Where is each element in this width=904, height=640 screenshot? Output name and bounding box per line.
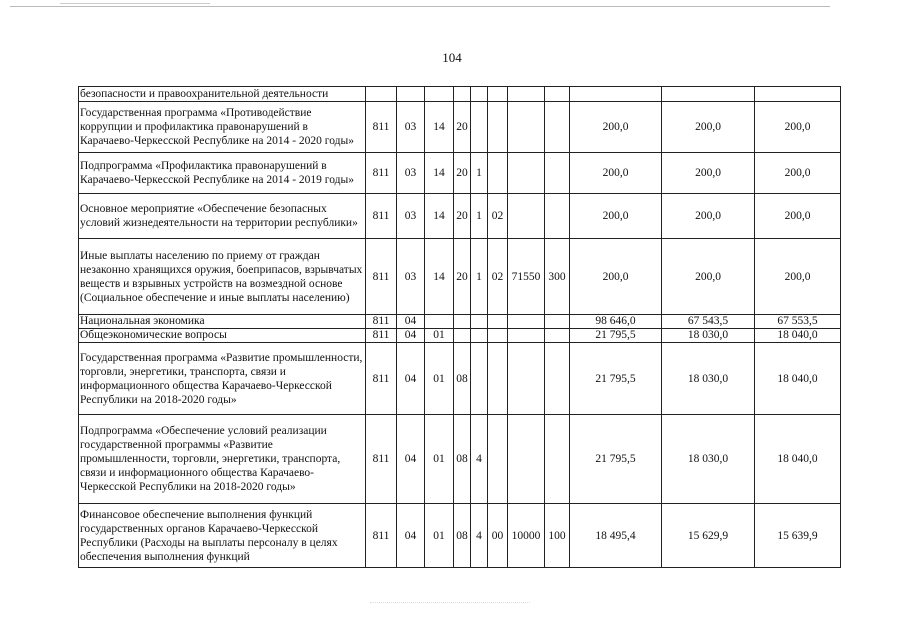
sum-year-2: 200,0 <box>662 194 755 239</box>
table-row <box>79 87 841 102</box>
code-section: 04 <box>397 504 425 568</box>
code-subprogram: 4 <box>471 504 488 568</box>
code-direction <box>508 194 545 239</box>
code-subprogram <box>471 343 488 415</box>
sum-year-2: 200,0 <box>662 239 755 315</box>
scan-edge-line <box>10 6 830 7</box>
row-name: Общеэкономические вопросы <box>79 329 366 343</box>
code-direction: 71550 <box>508 239 545 315</box>
code-subsection: 14 <box>425 194 454 239</box>
code-program: 08 <box>454 415 471 504</box>
code-section: 04 <box>397 329 425 343</box>
code-event <box>488 153 508 194</box>
code-expense-type <box>545 415 570 504</box>
sum-year-2: 67 543,5 <box>662 315 755 329</box>
table-row <box>79 343 841 415</box>
code-program: 20 <box>454 194 471 239</box>
code-expense-type <box>545 343 570 415</box>
row-name: Иные выплаты населению по приему от граждан незаконно хранящихся оружия, боеприпасов, взрывчатых веществ и взрывных устройств на возмездной основе (Социальное обеспечение и иные выплаты населению) <box>79 239 366 315</box>
sum-year-1: 21 795,5 <box>570 415 662 504</box>
code-subsection: 01 <box>425 343 454 415</box>
code-subsection: 14 <box>425 102 454 153</box>
code-expense-type <box>545 102 570 153</box>
code-subsection: 14 <box>425 153 454 194</box>
table-row <box>79 415 841 504</box>
sum-year-1: 18 495,4 <box>570 504 662 568</box>
code-direction <box>508 87 545 102</box>
code-expense-type <box>545 87 570 102</box>
sum-year-2: 18 030,0 <box>662 329 755 343</box>
row-name: Государственная программа «Противодействие коррупции и профилактика правонарушений в Карачаево-Черкесской Республике на 2014 - 2020 годы» <box>79 102 366 153</box>
sum-year-3: 67 553,5 <box>755 315 841 329</box>
code-admin: 811 <box>366 504 397 568</box>
sum-year-3: 18 040,0 <box>755 343 841 415</box>
code-event <box>488 102 508 153</box>
code-admin: 811 <box>366 315 397 329</box>
table-row <box>79 153 841 194</box>
code-direction <box>508 329 545 343</box>
code-subsection <box>425 315 454 329</box>
code-admin <box>366 87 397 102</box>
code-subsection <box>425 87 454 102</box>
sum-year-2: 18 030,0 <box>662 415 755 504</box>
code-program: 20 <box>454 153 471 194</box>
code-program <box>454 87 471 102</box>
sum-year-3 <box>755 87 841 102</box>
code-program: 20 <box>454 102 471 153</box>
code-section: 04 <box>397 343 425 415</box>
budget-table <box>78 86 841 568</box>
code-expense-type <box>545 153 570 194</box>
sum-year-1: 21 795,5 <box>570 343 662 415</box>
code-subsection: 01 <box>425 415 454 504</box>
code-section: 03 <box>397 153 425 194</box>
page-number: 104 <box>442 50 462 65</box>
table-row <box>79 194 841 239</box>
sum-year-1: 200,0 <box>570 239 662 315</box>
sum-year-2: 15 629,9 <box>662 504 755 568</box>
code-expense-type <box>545 315 570 329</box>
code-admin: 811 <box>366 239 397 315</box>
code-section: 03 <box>397 239 425 315</box>
code-subprogram <box>471 315 488 329</box>
sum-year-1: 200,0 <box>570 153 662 194</box>
row-name: Национальная экономика <box>79 315 366 329</box>
code-subprogram: 4 <box>471 415 488 504</box>
code-program <box>454 329 471 343</box>
code-program <box>454 315 471 329</box>
code-direction <box>508 415 545 504</box>
table-row <box>79 315 841 329</box>
scan-edge-line <box>370 602 530 603</box>
code-direction <box>508 315 545 329</box>
sum-year-1: 200,0 <box>570 194 662 239</box>
code-subprogram: 1 <box>471 194 488 239</box>
code-event <box>488 315 508 329</box>
code-admin: 811 <box>366 194 397 239</box>
code-section: 03 <box>397 102 425 153</box>
code-admin: 811 <box>366 153 397 194</box>
code-event: 02 <box>488 239 508 315</box>
code-subprogram <box>471 87 488 102</box>
code-expense-type: 300 <box>545 239 570 315</box>
code-event <box>488 329 508 343</box>
code-direction <box>508 153 545 194</box>
row-name: безопасности и правоохранительной деятельности <box>79 87 366 102</box>
table-row <box>79 239 841 315</box>
code-direction <box>508 343 545 415</box>
table-body <box>79 87 841 568</box>
row-name: Финансовое обеспечение выполнения функций государственных органов Карачаево-Черкесской Республики (Расходы на выплаты персоналу в целях обеспечения выполнения функций <box>79 504 366 568</box>
sum-year-2: 200,0 <box>662 153 755 194</box>
code-section: 04 <box>397 315 425 329</box>
code-event <box>488 343 508 415</box>
row-name: Основное мероприятие «Обеспечение безопасных условий жизнедеятельности на территории республики» <box>79 194 366 239</box>
code-expense-type <box>545 194 570 239</box>
sum-year-1: 21 795,5 <box>570 329 662 343</box>
code-event: 00 <box>488 504 508 568</box>
sum-year-1 <box>570 87 662 102</box>
code-section: 03 <box>397 194 425 239</box>
table-row <box>79 504 841 568</box>
code-event <box>488 87 508 102</box>
row-name: Подпрограмма «Обеспечение условий реализации государственной программы «Развитие промышленности, торговли, энергетики, транспорта, связи и информационного общества Карачаево-Черкесской Республики на 2018-2020 годы» <box>79 415 366 504</box>
sum-year-3: 200,0 <box>755 239 841 315</box>
budget-table-container <box>78 86 841 568</box>
code-subsection: 14 <box>425 239 454 315</box>
sum-year-3: 18 040,0 <box>755 415 841 504</box>
sum-year-2: 200,0 <box>662 102 755 153</box>
code-event: 02 <box>488 194 508 239</box>
code-section <box>397 87 425 102</box>
code-subprogram: 1 <box>471 153 488 194</box>
scan-edge-line <box>60 3 210 4</box>
code-direction <box>508 102 545 153</box>
code-admin: 811 <box>366 329 397 343</box>
code-subsection: 01 <box>425 329 454 343</box>
code-subprogram <box>471 102 488 153</box>
sum-year-3: 15 639,9 <box>755 504 841 568</box>
row-name: Государственная программа «Развитие промышленности, торговли, энергетики, транспорта, связи и информационного общества Карачаево-Черкесской Республики на 2018-2020 годы» <box>79 343 366 415</box>
code-section: 04 <box>397 415 425 504</box>
code-admin: 811 <box>366 102 397 153</box>
code-admin: 811 <box>366 343 397 415</box>
code-admin: 811 <box>366 415 397 504</box>
code-program: 08 <box>454 504 471 568</box>
code-event <box>488 415 508 504</box>
code-subprogram <box>471 329 488 343</box>
code-program: 08 <box>454 343 471 415</box>
code-expense-type <box>545 329 570 343</box>
code-direction: 10000 <box>508 504 545 568</box>
sum-year-3: 18 040,0 <box>755 329 841 343</box>
sum-year-1: 98 646,0 <box>570 315 662 329</box>
code-expense-type: 100 <box>545 504 570 568</box>
sum-year-1: 200,0 <box>570 102 662 153</box>
sum-year-2: 18 030,0 <box>662 343 755 415</box>
code-subprogram: 1 <box>471 239 488 315</box>
sum-year-2 <box>662 87 755 102</box>
sum-year-3: 200,0 <box>755 194 841 239</box>
table-row <box>79 102 841 153</box>
sum-year-3: 200,0 <box>755 153 841 194</box>
row-name: Подпрограмма «Профилактика правонарушений в Карачаево-Черкесской Республике на 2014 - 2019 годы» <box>79 153 366 194</box>
code-program: 20 <box>454 239 471 315</box>
sum-year-3: 200,0 <box>755 102 841 153</box>
code-subsection: 01 <box>425 504 454 568</box>
table-row <box>79 329 841 343</box>
